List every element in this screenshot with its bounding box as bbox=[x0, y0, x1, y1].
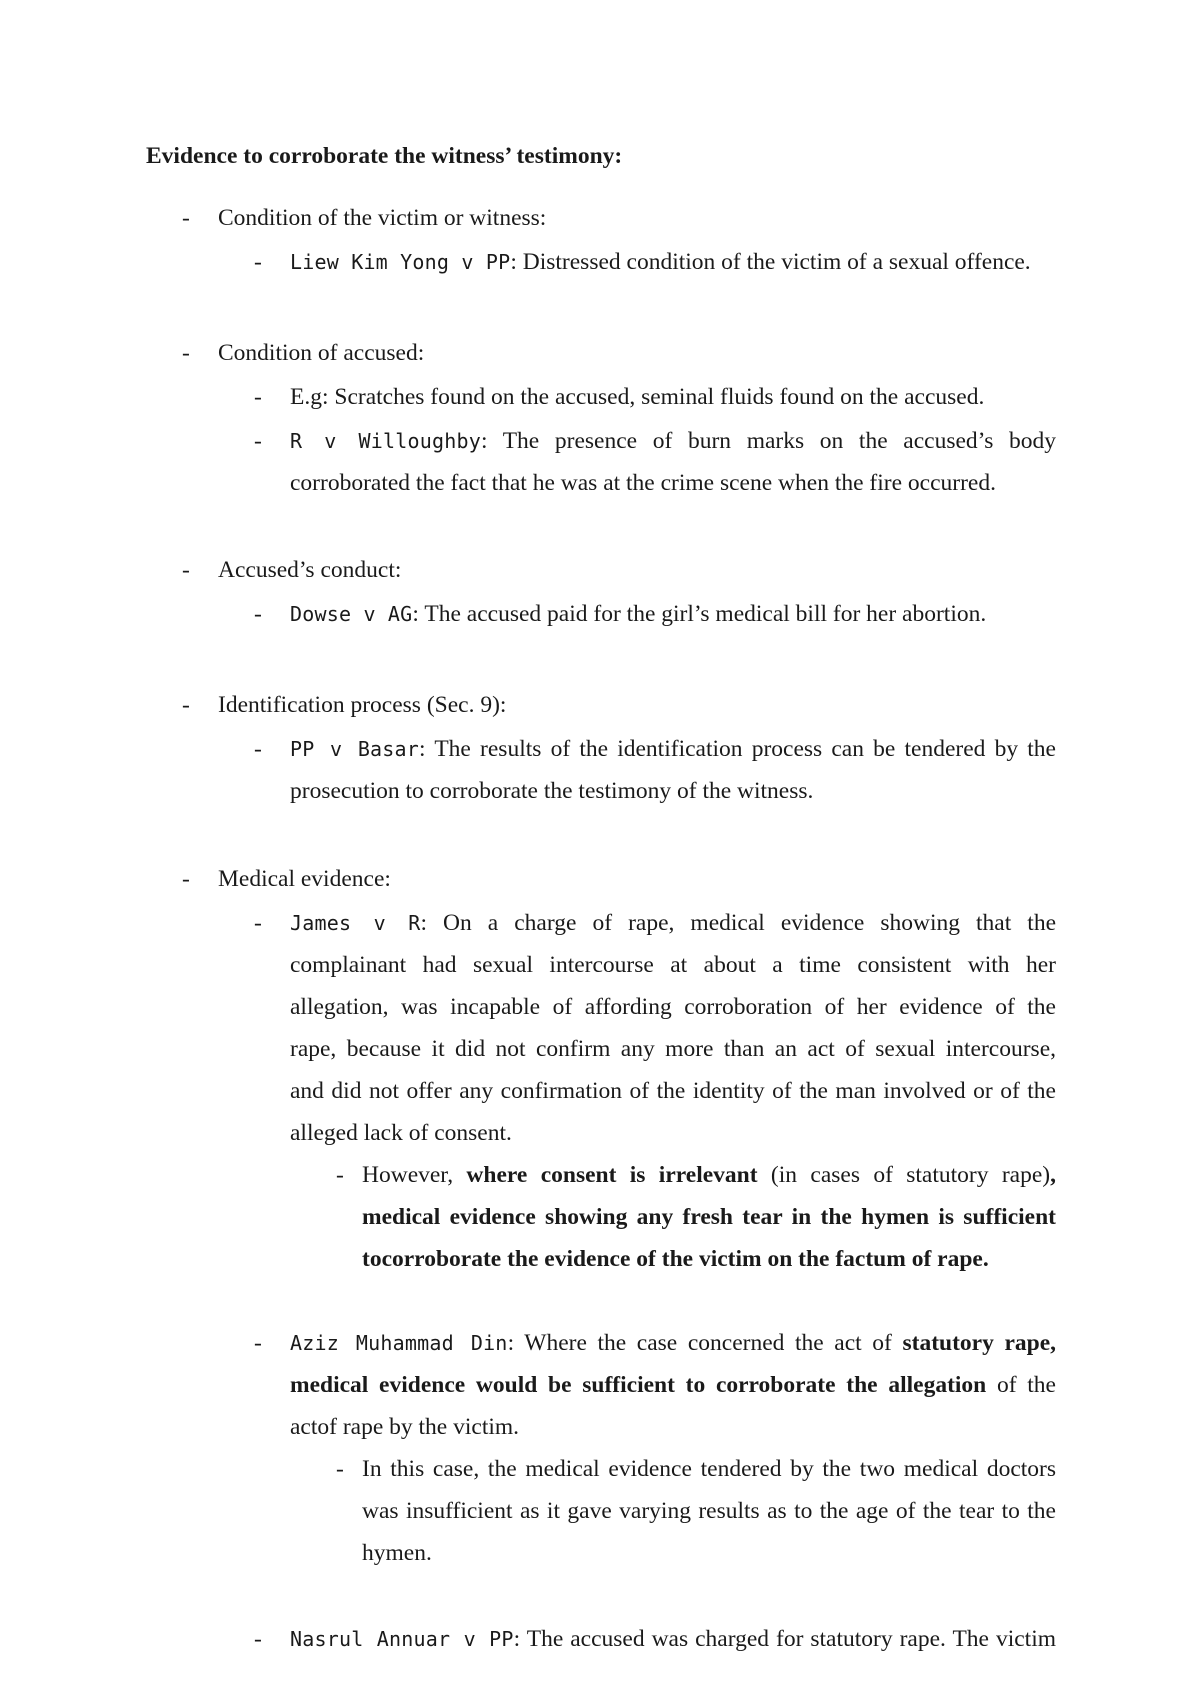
case-dowse-v-ag bbox=[290, 600, 986, 628]
case-text: : The presence of burn marks on the accused’s body bbox=[480, 428, 1056, 454]
bullet-victim-condition: Condition of the victim or witness: bbox=[218, 205, 547, 231]
bullet-dash: - bbox=[254, 384, 262, 410]
case-text-line: allegation, was incapable of affording corroboration of her evidence of the bbox=[290, 994, 1056, 1020]
note-text-line: In this case, the medical evidence tendered by the two medical doctors bbox=[362, 1456, 1056, 1482]
note-bold-text: where consent is irrelevant bbox=[466, 1162, 758, 1188]
case-text-line: complainant had sexual intercourse at about a time consistent with her bbox=[290, 952, 1056, 978]
case-bold-text: statutory rape, bbox=[902, 1330, 1056, 1356]
bullet-dash: - bbox=[336, 1456, 344, 1482]
case-text-line: rape, because it did not confirm any more than an act of sexual intercourse, bbox=[290, 1036, 1056, 1062]
case-name: R v Willoughby bbox=[290, 429, 481, 453]
note-varying-results bbox=[362, 1448, 1056, 1574]
bullet-dash: - bbox=[254, 736, 262, 762]
note-text-line: was insufficient as it gave varying results as to the age of the tear to the bbox=[362, 1498, 1056, 1524]
note-bold-line: medical evidence showing any fresh tear in the hymen is sufficient bbox=[362, 1204, 1056, 1230]
case-name: Aziz Muhammad Din bbox=[290, 1331, 508, 1355]
bullet-dash: - bbox=[254, 249, 262, 275]
bullet-dash: - bbox=[182, 557, 190, 583]
bullet-identification-process: Identification process (Sec. 9): bbox=[218, 692, 507, 718]
bullet-dash: - bbox=[182, 205, 190, 231]
note-statutory-rape bbox=[362, 1154, 1056, 1280]
case-name: James v R bbox=[290, 911, 421, 935]
bullet-accused-conduct: Accused’s conduct: bbox=[218, 557, 402, 583]
case-pp-v-basar bbox=[290, 728, 1056, 812]
bullet-dash: - bbox=[182, 340, 190, 366]
note-text: (in cases of statutory rape) bbox=[757, 1162, 1051, 1188]
bullet-dash: - bbox=[254, 428, 262, 454]
bullet-dash: - bbox=[254, 1626, 262, 1652]
bullet-dash: - bbox=[254, 910, 262, 936]
note-text: However, bbox=[362, 1162, 467, 1188]
case-name: Liew Kim Yong v PP bbox=[290, 250, 511, 274]
bullet-medical-evidence: Medical evidence: bbox=[218, 866, 391, 892]
case-bold-text: medical evidence would be sufficient to corroborate the allegation bbox=[290, 1372, 987, 1398]
case-nasrul-annuar bbox=[290, 1618, 1056, 1660]
note-bold-line: tocorroborate the evidence of the victim on the factum of rape. bbox=[362, 1246, 989, 1272]
case-text: : Where the case concerned the act of bbox=[507, 1330, 903, 1356]
case-name: Nasrul Annuar v PP bbox=[290, 1627, 514, 1651]
note-bold-text: , bbox=[1050, 1162, 1056, 1188]
case-text: : The accused paid for the girl’s medical bill for her abortion. bbox=[412, 601, 987, 627]
case-text: : The accused was charged for statutory rape. The victim bbox=[513, 1626, 1056, 1652]
bullet-dash: - bbox=[336, 1162, 344, 1188]
section-heading: Evidence to corroborate the witness’ testimony: bbox=[146, 143, 623, 169]
case-text: of the bbox=[986, 1372, 1056, 1398]
bullet-dash: - bbox=[182, 692, 190, 718]
case-text-line: prosecution to corroborate the testimony of the witness. bbox=[290, 778, 814, 804]
case-aziz-muhammad-din bbox=[290, 1322, 1056, 1448]
case-text-line: actof rape by the victim. bbox=[290, 1414, 520, 1440]
bullet-dash: - bbox=[254, 1330, 262, 1356]
case-text: : On a charge of rape, medical evidence showing that the bbox=[420, 910, 1057, 936]
case-text: : The results of the identification process can be tendered by the bbox=[419, 736, 1056, 762]
case-text-line: corroborated the fact that he was at the crime scene when the fire occurred. bbox=[290, 470, 996, 496]
case-r-v-willoughby bbox=[290, 420, 1056, 504]
case-liew-kim-yong bbox=[290, 248, 1031, 276]
example-scratches: E.g: Scratches found on the accused, seminal fluids found on the accused. bbox=[290, 384, 985, 410]
case-text: : Distressed condition of the victim of a sexual offence. bbox=[510, 249, 1031, 275]
case-james-v-r bbox=[290, 902, 1056, 1154]
bullet-accused-condition: Condition of accused: bbox=[218, 340, 425, 366]
case-text-line: alleged lack of consent. bbox=[290, 1120, 512, 1146]
case-name: PP v Basar bbox=[290, 737, 420, 761]
bullet-dash: - bbox=[182, 866, 190, 892]
note-text-line: hymen. bbox=[362, 1540, 432, 1566]
bullet-dash: - bbox=[254, 601, 262, 627]
case-text-line: and did not offer any confirmation of the identity of the man involved or of the bbox=[290, 1078, 1056, 1104]
case-name: Dowse v AG bbox=[290, 602, 413, 626]
